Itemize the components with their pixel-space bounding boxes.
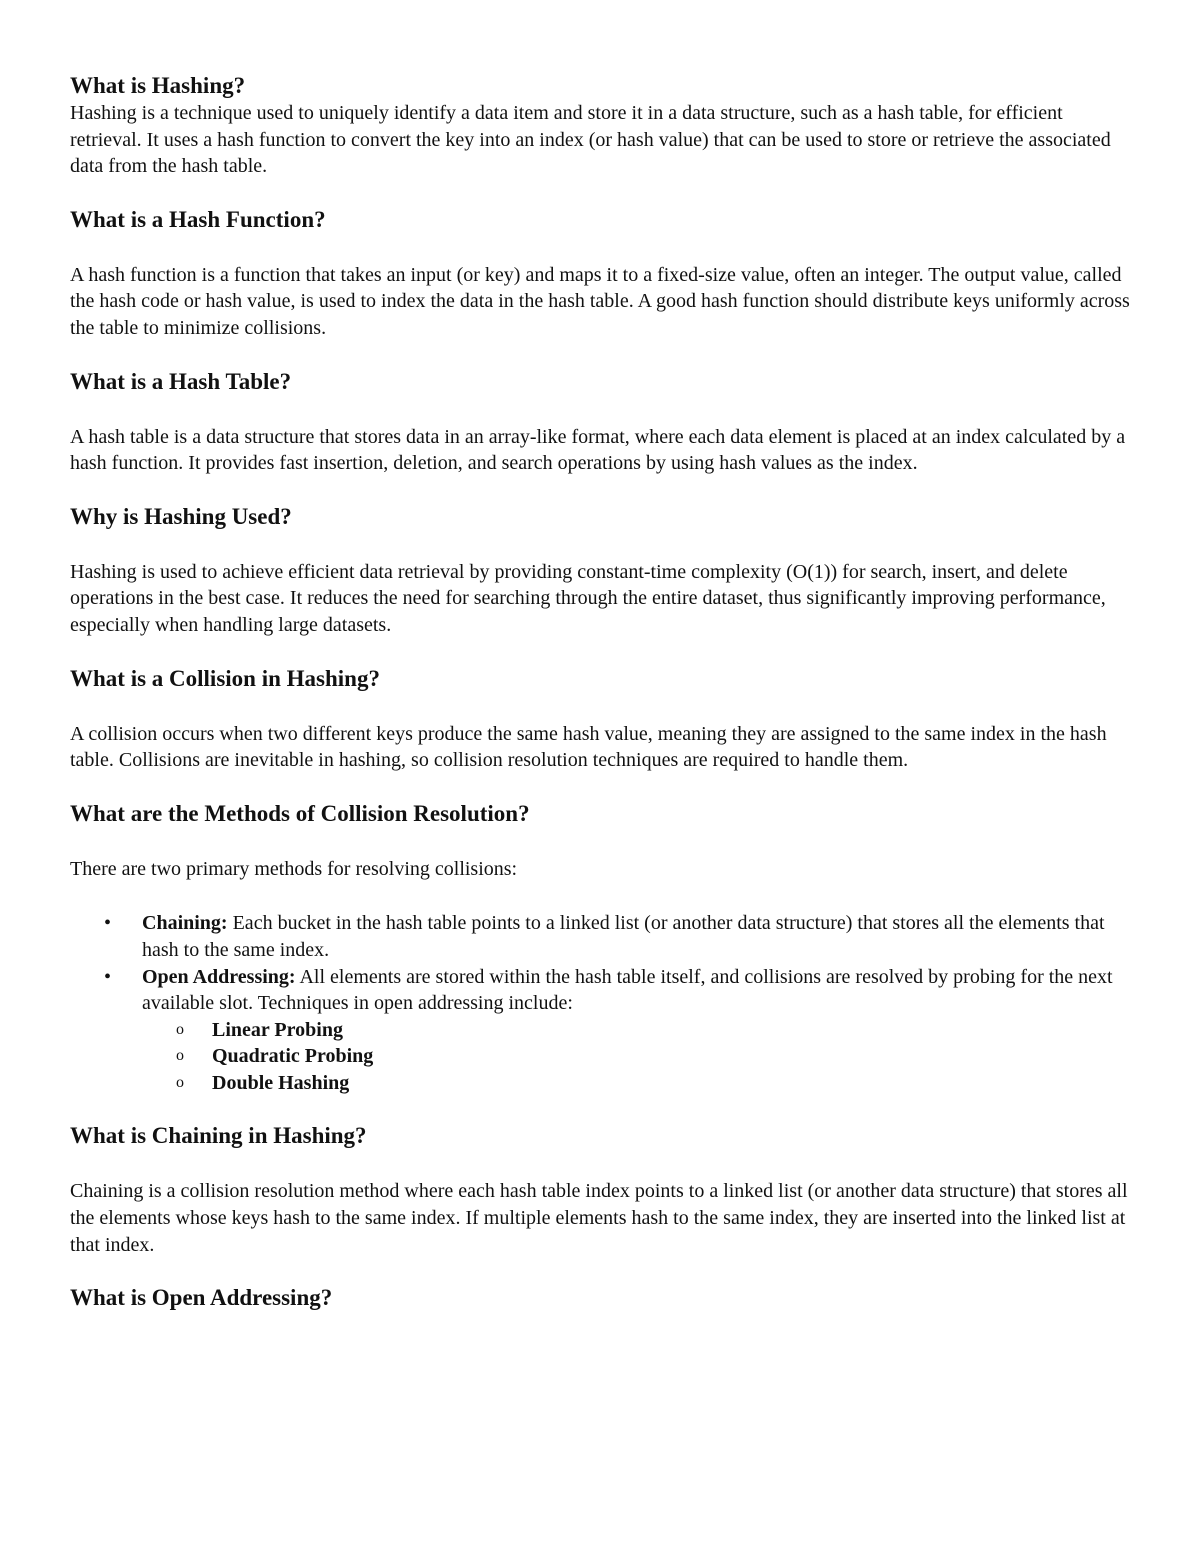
section-heading: What are the Methods of Collision Resolution? <box>70 800 530 826</box>
section-heading: What is Hashing? <box>70 73 246 98</box>
list-item-term: Open Addressing: <box>142 965 296 988</box>
list-item-term: Chaining: <box>142 912 228 935</box>
list-item <box>142 964 1132 1097</box>
section-open-addressing <box>70 1284 1132 1312</box>
section-heading: What is Chaining in Hashing? <box>70 1123 367 1149</box>
methods-list <box>70 910 1132 1096</box>
section-why-hashing <box>70 503 1132 639</box>
section-body: Chaining is a collision resolution method where each hash table index points to a linked list (or another data structure) that stores all the elements whose keys hash to the same index. If multiple elements hash to the same index, they are inserted into the linked list at that index. <box>70 1180 1128 1256</box>
section-collision <box>70 665 1132 774</box>
sub-list-item: o Double Hashing <box>212 1070 1132 1097</box>
list-item-text: Each bucket in the hash table points to a linked list (or another data structure) that stores all the elements that hash to the same index. <box>142 912 1105 961</box>
open-addressing-techniques-list <box>142 1017 1132 1097</box>
section-heading: What is a Hash Table? <box>70 368 292 394</box>
section-body: A collision occurs when two different keys produce the same hash value, meaning they are assigned to the same index in the hash table. Collisions are inevitable in hashing, so collision resolution techniques are required to handle them. <box>70 722 1107 772</box>
section-heading: What is a Hash Function? <box>70 206 326 232</box>
section-heading: What is Open Addressing? <box>70 1285 333 1311</box>
section-body: A hash function is a function that takes an input (or key) and maps it to a fixed-size value, often an integer. The output value, called the hash code or hash value, is used to index the data in the hash table. A good hash function should distribute keys uniformly across the table to minimize collisions. <box>70 263 1130 339</box>
section-body: There are two primary methods for resolving collisions: <box>70 857 518 880</box>
list-item-text: All elements are stored within the hash table itself, and collisions are resolved by probing for the next available slot. Techniques in open addressing include: <box>142 965 1113 1015</box>
sub-list-item: o Quadratic Probing <box>212 1043 1132 1070</box>
section-heading: What is a Collision in Hashing? <box>70 665 380 691</box>
section-body: A hash table is a data structure that stores data in an array-like format, where each data element is placed at an index calculated by a hash function. It provides fast insertion, deletion, and search operations by using hash values as the index. <box>70 425 1126 475</box>
section-body: Hashing is used to achieve efficient data retrieval by providing constant-time complexity (O(1)) for search, insert, and delete operations in the best case. It reduces the need for searching through the entire dataset, thus significantly improving performance, especially when handling large datasets. <box>70 560 1106 636</box>
section-hashing <box>70 72 1132 180</box>
document-page <box>70 72 1132 1338</box>
sub-list-item: o Linear Probing <box>212 1017 1132 1044</box>
section-hash-table <box>70 368 1132 477</box>
section-collision-methods <box>70 800 1132 1097</box>
section-heading: Why is Hashing Used? <box>70 503 292 529</box>
section-hash-function <box>70 206 1132 342</box>
list-item <box>142 910 1132 963</box>
section-body: Hashing is a technique used to uniquely identify a data item and store it in a data structure, such as a hash table, for efficient retrieval. It uses a hash function to convert the key into an index (or hash value) that can be used to store or retrieve the associated data from the hash table. <box>70 102 1111 178</box>
section-chaining <box>70 1122 1132 1258</box>
